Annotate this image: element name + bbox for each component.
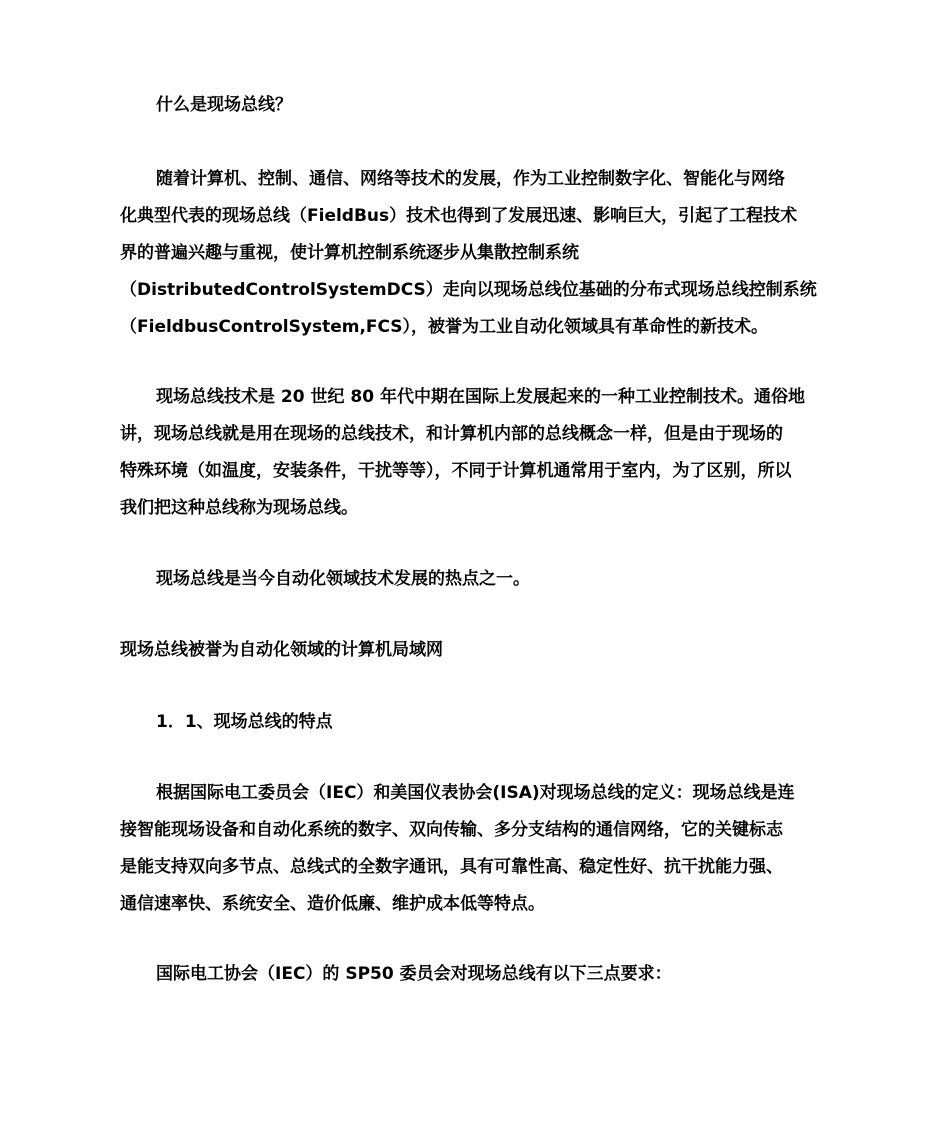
- paragraph-2-line-1: 现场总线技术是 20 世纪 80 年代中期在国际上发展起来的一种工业控制技术。通俗地: [156, 387, 805, 407]
- paragraph-4-line-1: 根据国际电工委员会（IEC）和美国仪表协会(ISA)对现场总线的定义：现场总线是连: [156, 783, 795, 803]
- paragraph-2-line-4: 我们把这种总线称为现场总线。: [120, 498, 358, 518]
- paragraph-2-line-2: 讲，现场总线就是用在现场的总线技术，和计算机内部的总线概念一样，但是由于现场的: [120, 424, 783, 444]
- paragraph-4-line-4: 通信速率快、系统安全、造价低廉、维护成本低等特点。: [120, 894, 545, 914]
- paragraph-1-line-1: 随着计算机、控制、通信、网络等技术的发展，作为工业控制数字化、智能化与网络: [156, 169, 785, 189]
- paragraph-1-line-5: （FieldbusControlSystem,FCS），被誉为工业自动化领域具有革命性的新技术。: [120, 317, 769, 337]
- paragraph-2-line-3: 特殊环境（如温度，安装条件，干扰等等），不同于计算机通常用于室内，为了区别，所以: [120, 461, 792, 481]
- subtitle-fieldbus-lan: 现场总线被誉为自动化领域的计算机局域网: [120, 640, 443, 660]
- paragraph-5: 国际电工协会（IEC）的 SP50 委员会对现场总线有以下三点要求：: [156, 964, 672, 984]
- section-heading-1-1: 1．1、现场总线的特点: [156, 712, 333, 732]
- heading-what-is-fieldbus: 什么是现场总线？: [156, 95, 292, 115]
- paragraph-1-line-3: 界的普遍兴趣与重视，使计算机控制系统逐步从集散控制系统: [120, 243, 579, 263]
- paragraph-1-line-2: 化典型代表的现场总线（FieldBus）技术也得到了发展迅速、影响巨大，引起了工程技术: [120, 206, 798, 226]
- paragraph-4-line-2: 接智能现场设备和自动化系统的数字、双向传输、多分支结构的通信网络，它的关键标志: [120, 820, 783, 840]
- paragraph-1-line-4: （DistributedControlSystemDCS）走向以现场总线位基础的分布式现场总线控制系统: [120, 280, 817, 300]
- paragraph-3: 现场总线是当今自动化领域技术发展的热点之一。: [156, 569, 530, 589]
- paragraph-4-line-3: 是能支持双向多节点、总线式的全数字通讯，具有可靠性高、稳定性好、抗干扰能力强、: [120, 857, 783, 877]
